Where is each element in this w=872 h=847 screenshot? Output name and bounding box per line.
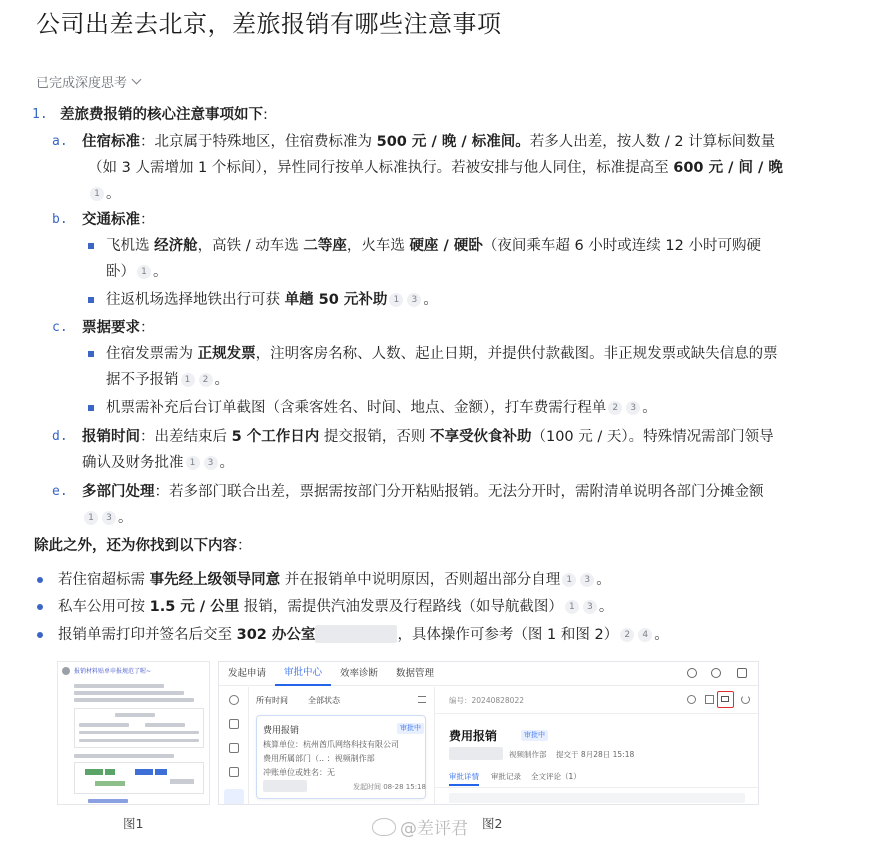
deep-thinking-toggle[interactable] [36, 72, 140, 91]
list-marker-b: b. [52, 212, 68, 227]
item-c-heading: 票据要求： [82, 320, 155, 336]
extra-item-3: 报销单需打印并签名后交至 302 办公室 ，具体操作可参考（图 1 和图 2） 2 4 。 [58, 627, 669, 643]
item-a-line2: （如 3 人需增加 1 个标间），异性同行按单人标准执行。若被安排与他人同住，标准提高至 600 元 / 间 / 晚 [88, 160, 783, 176]
detail-tab-approval[interactable]: 审批详情 [449, 772, 479, 781]
list-marker-e: e. [52, 484, 68, 499]
watermark [372, 814, 468, 839]
citation-badge[interactable]: 1 [565, 600, 579, 614]
section-heading-text: 差旅费报销的核心注意事项如下 [60, 107, 263, 123]
chevron-down-icon [132, 75, 142, 85]
filter-time[interactable]: 所有时间 [256, 696, 288, 705]
avatar [62, 667, 70, 675]
list-marker-d: d. [52, 429, 68, 444]
refresh-icon[interactable] [687, 668, 697, 678]
approval-list [250, 687, 433, 805]
card-time: 发起时间 08-28 15:18 [353, 783, 426, 791]
link-icon[interactable] [687, 695, 696, 704]
fig1-header: 报销材料贴单申报规范了喔~ [74, 668, 152, 675]
undo-icon[interactable] [741, 695, 750, 704]
citation-badge[interactable]: 2 [608, 401, 622, 415]
app-sidebar [219, 687, 249, 805]
extra-item-1: 若住宿超标需 事先经上级领导同意 并在报销单中说明原因，否则超出部分自理 1 3 。 [58, 572, 611, 588]
redacted-block [315, 625, 397, 643]
weibo-logo-icon [372, 818, 396, 836]
item-c-sub1-line2: 据不予报销 1 2 。 [106, 372, 229, 388]
printer-icon [721, 696, 729, 702]
detail-tab-records[interactable]: 审批记录 [491, 772, 521, 781]
archive-icon[interactable] [229, 743, 239, 753]
figure-2-thumbnail[interactable] [218, 661, 759, 805]
list-number: 1. [32, 107, 48, 122]
item-a-line1: 住宿标准：北京属于特殊地区，住宿费标准为 500 元 / 晚 / 标准间。若多人出差，按人数 / 2 计算标间数量 [82, 134, 776, 150]
extra-heading: 除此之外，还为你找到以下内容： [34, 538, 252, 554]
section-heading: 差旅费报销的核心注意事项如下: [60, 107, 268, 123]
detail-tab-comments[interactable]: 全文评论（1） [531, 772, 581, 781]
doc-number: 编号：20240828022 [449, 696, 524, 705]
watermark-text: @差评君 [400, 819, 468, 839]
fig1-receipt [74, 762, 204, 794]
bullet-square [88, 297, 94, 303]
filter-status[interactable]: 全部状态 [308, 696, 340, 705]
item-c-sub1-line1: 住宿发票需为 正规发票，注明客房名称、人数、起止日期，并提供付款截图。非正规发票或缺失信息的票 [106, 346, 778, 362]
inbox-icon[interactable] [229, 719, 239, 729]
list-marker-a: a. [52, 134, 68, 149]
citation-badge[interactable]: 3 [102, 511, 116, 525]
list-marker-c: c. [52, 320, 68, 335]
citation-badge[interactable]: 1 [389, 293, 403, 307]
detail-status-badge: 审批中 [521, 730, 548, 741]
tab-approval-center[interactable]: 审批中心 [275, 662, 331, 686]
card-offset: 冲账单位或姓名：无 [263, 768, 335, 777]
citation-badge[interactable]: 1 [90, 187, 104, 201]
bullet-square [88, 351, 94, 357]
tab-efficiency[interactable]: 效率诊断 [340, 667, 379, 679]
citation-badge[interactable]: 3 [580, 573, 594, 587]
tab-data[interactable]: 数据管理 [396, 667, 435, 679]
sort-icon[interactable] [418, 696, 426, 703]
tab-apply[interactable]: 发起申请 [228, 667, 267, 679]
bullet-square [88, 243, 94, 249]
redacted-block [449, 747, 503, 760]
bullet-dot [37, 632, 43, 638]
active-tab-indicator [449, 784, 479, 786]
item-d-line1: 报销时间：出差结束后 5 个工作日内 提交报销，否则 不享受伙食补助（100 元 / 天）。特殊情况需部门领导 [82, 429, 774, 445]
card-title: 费用报销 [263, 726, 300, 736]
item-b-sub1-line2: 卧） 1 。 [106, 264, 168, 280]
document-icon[interactable] [229, 767, 239, 777]
detail-meta: 视频制作部 提交于 8月28日 15:18 [509, 750, 635, 759]
figure-1-thumbnail[interactable] [57, 661, 210, 805]
gear-icon[interactable] [711, 668, 721, 678]
item-d-line2: 确认及财务批准 1 3 。 [82, 455, 234, 471]
active-nav-icon[interactable] [224, 789, 244, 805]
card-unit: 核算单位：杭州酋爪网络科技有限公司 [263, 740, 399, 749]
citation-badge[interactable]: 1 [181, 373, 195, 387]
citation-badge[interactable]: 1 [186, 456, 200, 470]
fig1-form [74, 708, 204, 748]
citation-badge[interactable]: 1 [562, 573, 576, 587]
card-dept: 费用所属部门（.. ：视频制作部 [263, 754, 375, 763]
print-button[interactable] [717, 691, 734, 708]
citation-badge[interactable]: 3 [583, 600, 597, 614]
extra-item-2: 私车公用可按 1.5 元 / 公里 报销，需提供汽油发票及行程路线（如导航截图） 1 3 。 [58, 599, 614, 615]
citation-badge[interactable]: 2 [620, 628, 634, 642]
bullet-square [88, 405, 94, 411]
redacted-block [263, 780, 307, 792]
bullet-dot [37, 604, 43, 610]
approval-card[interactable] [256, 715, 426, 799]
citation-badge[interactable]: 1 [137, 265, 151, 279]
item-a-line3: 1 。 [88, 183, 121, 205]
status-badge: 审批中 [397, 723, 424, 734]
item-c-sub2: 机票需补充后台订单截图（含乘客姓名、时间、地点、金额），打车费需行程单 2 3 。 [106, 400, 657, 416]
share-icon[interactable] [705, 695, 714, 704]
question-title: 公司出差去北京，差旅报销有哪些注意事项 [36, 10, 502, 38]
item-b-sub2: 往返机场选择地铁出行可获 单趟 50 元补助 1 3 。 [106, 292, 438, 308]
share-icon[interactable] [737, 668, 747, 678]
citation-badge[interactable]: 4 [638, 628, 652, 642]
approval-detail [434, 687, 759, 805]
item-e-line2: 1 3 。 [82, 507, 133, 529]
figure-1-caption: 图1 [123, 816, 144, 831]
citation-badge[interactable]: 3 [204, 456, 218, 470]
search-icon[interactable] [229, 695, 239, 705]
app-topbar [219, 662, 759, 686]
citation-badge[interactable]: 3 [407, 293, 421, 307]
figure-2-caption: 图2 [482, 816, 503, 831]
deep-thinking-label: 已完成深度思考 [36, 76, 128, 91]
bullet-dot [37, 577, 43, 583]
item-b-sub1-line1: 飞机选 经济舱，高铁 / 动车选 二等座，火车选 硬座 / 硬卧（夜间乘车超 6 小时或连续 12 小时可购硬 [106, 238, 761, 254]
item-e-line1: 多部门处理：若多部门联合出差，票据需按部门分开粘贴报销。无法分开时，需附清单说明各部门分摊金额 [82, 484, 764, 500]
citation-badge[interactable]: 3 [626, 401, 640, 415]
citation-badge[interactable]: 2 [199, 373, 213, 387]
citation-badge[interactable]: 1 [84, 511, 98, 525]
item-b-heading: 交通标准： [82, 212, 155, 228]
detail-title: 费用报销 [449, 729, 498, 743]
